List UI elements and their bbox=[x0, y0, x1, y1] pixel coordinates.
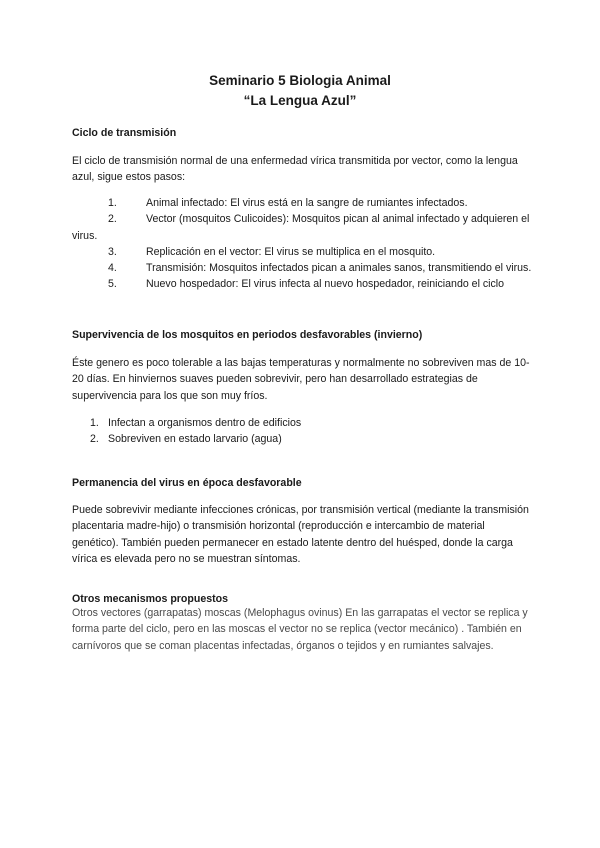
document-subtitle: “La Lengua Azul” bbox=[243, 93, 357, 108]
section-heading-otros: Otros mecanismos propuestos bbox=[72, 593, 229, 605]
section-intro-ciclo: El ciclo de transmisión normal de una enfermedad vírica transmitida por vector, como la lengua azul, sigue estos pasos: bbox=[72, 155, 518, 184]
section-body-supervivencia: Éste genero es poco tolerable a las bajas temperaturas y normalmente no sobreviven mas de 10-20 días. En hinviernos suaves pueden sobrevivir, pero han desarrollado estrategias de supervivencia para los que son muy fríos. bbox=[72, 357, 530, 402]
section-body-otros: Otros vectores (garrapatas) moscas (Melophagus ovinus) En las garrapatas el vector se replica y forma parte del ciclo, pero en las moscas el vector no se replica (vector mecánico) . También en carnívoros que se coman placentas infectadas, órganos o tejidos y en rumiantes salvajes. bbox=[72, 607, 528, 652]
list-item: 2. Vector (mosquitos Culicoides): Mosquitos pican al animal infectado y adquieren el virus. bbox=[72, 213, 530, 242]
list-item: 1. Infectan a organismos dentro de edificios bbox=[90, 417, 302, 429]
list-item: 3. Replicación en el vector: El virus se multiplica en el mosquito. bbox=[108, 245, 436, 258]
section-body-permanencia: Puede sobrevivir mediante infecciones crónicas, por transmisión vertical (mediante la transmisión placentaria madre-hijo) o transmisión horizontal (reproducción e intercambio de material genético). También pueden permanecer en estado latente dentro del huésped, donde la carga vírica es elevada pero no se muestran síntomas. bbox=[72, 504, 529, 565]
list-item: 5. Nuevo hospedador: El virus infecta al nuevo hospedador, reiniciando el ciclo bbox=[108, 278, 505, 291]
section-heading-supervivencia: Supervivencia de los mosquitos en periodos desfavorables (invierno) bbox=[72, 329, 423, 341]
survival-strategies-list bbox=[72, 415, 532, 448]
section-heading-ciclo: Ciclo de transmisión bbox=[72, 127, 177, 139]
document-title: Seminario 5 Biologia Animal bbox=[209, 73, 391, 88]
list-item: 2. Sobreviven en estado larvario (agua) bbox=[90, 433, 282, 446]
list-item: 1. Animal infectado: El virus está en la sangre de rumiantes infectados. bbox=[108, 197, 468, 209]
transmission-steps-list bbox=[72, 195, 532, 293]
list-item: 4. Transmisión: Mosquitos infectados pican a animales sanos, transmitiendo el virus. bbox=[108, 262, 532, 275]
section-heading-permanencia: Permanencia del virus en época desfavorable bbox=[72, 477, 302, 489]
